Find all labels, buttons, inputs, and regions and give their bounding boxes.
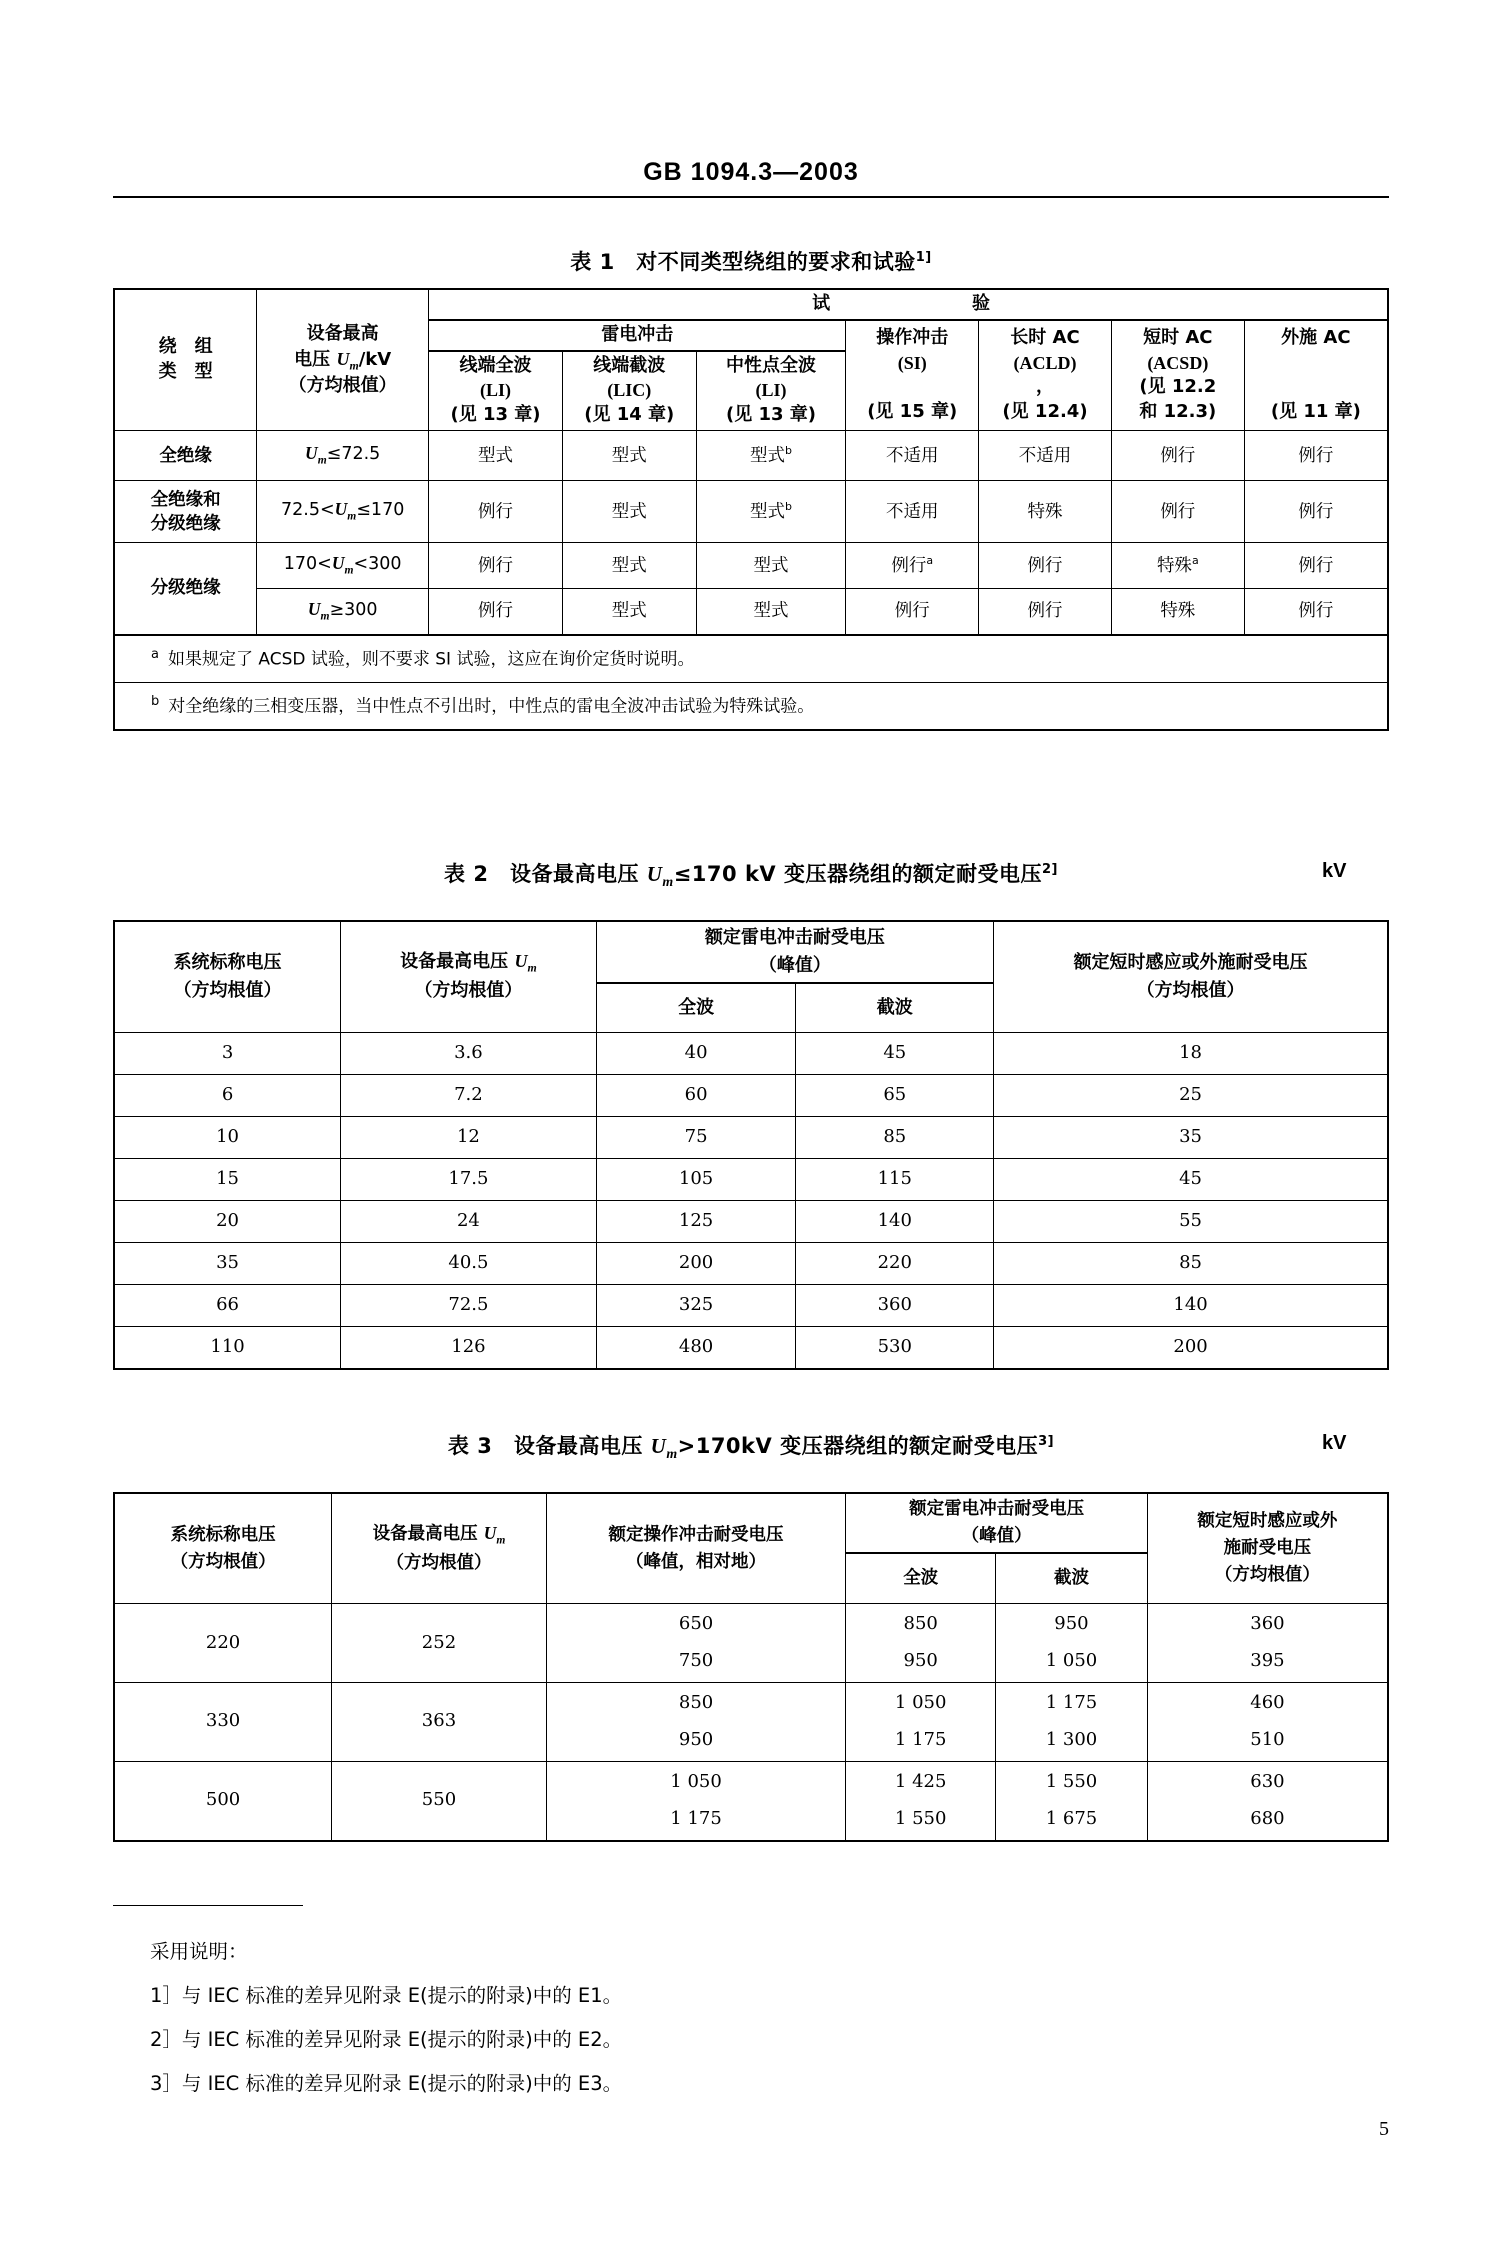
cell-applied: 45 (994, 1158, 1388, 1200)
table1-footnote-b (114, 682, 1388, 730)
cell-li-line-full: 型式 (429, 431, 563, 481)
cell-equip-voltage: 72.5 (341, 1284, 597, 1326)
th-system-nominal-voltage (114, 1493, 332, 1604)
th-acsd (1111, 320, 1244, 431)
th-equip-l1: 设备最高电压 $U_m$ (372, 1522, 506, 1547)
th-short-duration-applied (1147, 1493, 1388, 1604)
cell-equip-voltage: 24 (341, 1200, 597, 1242)
footnote-b-text: 对全绝缘的三相变压器，当中性点不引出时，中性点的雷电全波冲击试验为特殊试验。 (168, 696, 815, 717)
th-si-line2: (SI) (897, 352, 927, 373)
table-row (114, 1242, 1388, 1284)
cell-chopped-wave: 85 (796, 1116, 994, 1158)
cell-winding-type: 全绝缘 (114, 431, 257, 481)
cell-lic: 型式 (562, 481, 696, 543)
th-si-l2: （峰值，相对地） (626, 1551, 767, 1572)
cell-system-voltage: 35 (114, 1242, 341, 1284)
cell-li-neutral: 型式$^b$ (696, 431, 846, 481)
th-li-line-full-1: 线端全波 (459, 354, 532, 376)
cell-lic: 型式 (562, 589, 696, 635)
th-switching-impulse-withstand (546, 1493, 845, 1604)
cell-applied: 360 395 (1147, 1604, 1388, 1683)
cell-acsd: 特殊$^a$ (1111, 543, 1244, 589)
cell-um-range: $72.5<U_m\le 170$ (257, 481, 429, 543)
th-acld-line2: (ACLD) (1013, 352, 1077, 373)
cell-applied: 140 (994, 1284, 1388, 1326)
th-acsd-line4: 和 12.3) (1139, 401, 1217, 423)
cell-lic: 型式 (562, 431, 696, 481)
cell-equip-voltage: 7.2 (341, 1074, 597, 1116)
table-row (114, 1284, 1388, 1326)
table1-caption-superscript: 1] (915, 250, 932, 265)
cell-full-wave: 60 (596, 1074, 796, 1116)
th-equipment-max-voltage (341, 921, 597, 1032)
cell-switching-impulse: 1 050 1 175 (546, 1761, 845, 1840)
th-um-line3: （方均根值） (288, 374, 397, 396)
th-li-l1: 额定雷电冲击耐受电压 (909, 1499, 1085, 1519)
table-row (114, 1074, 1388, 1116)
th-li-line-full-3: (见 13 章) (450, 404, 541, 426)
th-full-wave: 全波 (846, 1553, 996, 1604)
th-applied-ac (1244, 320, 1388, 431)
cell-applied: 630 680 (1147, 1761, 1388, 1840)
adoption-note-1: 1］与 IEC 标准的差异见附录 E(提示的附录)中的 E1。 (150, 1984, 623, 2008)
th-lightning-withstand-group (596, 921, 993, 983)
cell-si: 例行$^a$ (846, 543, 979, 589)
th-si-line1: 操作冲击 (876, 326, 949, 348)
table3-caption-um-sub: m (666, 1446, 678, 1462)
cell-system-voltage: 110 (114, 1326, 341, 1369)
th-applied-l2: 施耐受电压 (1223, 1538, 1312, 1559)
th-acsd-line3: (见 12.2 (1139, 376, 1217, 398)
th-equip-l2: （方均根值） (414, 980, 523, 1002)
cell-li-neutral: 型式$^b$ (696, 481, 846, 543)
table3-caption-mid: >170kV 变压器绕组的额定耐受电压 (677, 1434, 1039, 1458)
table-row (114, 1158, 1388, 1200)
adoption-note-2: 2］与 IEC 标准的差异见附录 E(提示的附录)中的 E2。 (150, 2028, 623, 2052)
th-winding-type-line2: 类 型 (158, 361, 213, 383)
th-applied-ac-line1: 外施 AC (1281, 326, 1351, 348)
th-sys-l2: （方均根值） (173, 979, 282, 1001)
cell-system-voltage: 220 (114, 1604, 332, 1683)
th-lic (562, 351, 696, 431)
th-li-line-full-2: (LI) (479, 380, 511, 401)
th-um-line2: 电压 $U_m/kV$ (294, 348, 392, 373)
adoption-note-3: 3］与 IEC 标准的差异见附录 E(提示的附录)中的 E3。 (150, 2072, 623, 2096)
table2-unit: kV (1322, 860, 1347, 882)
cell-full-wave: 480 (596, 1326, 796, 1369)
cell-full-wave: 125 (596, 1200, 796, 1242)
table-row (114, 481, 1388, 543)
th-equip-l1: 设备最高电压 $U_m$ (400, 951, 537, 976)
adoption-notes-title: 采用说明： (150, 1940, 248, 1963)
cell-equip-voltage: 126 (341, 1326, 597, 1369)
cell-switching-impulse: 850 950 (546, 1683, 845, 1762)
cell-applied: 35 (994, 1116, 1388, 1158)
cell-applied: 55 (994, 1200, 1388, 1242)
table2-caption-superscript: 2] (1041, 862, 1058, 877)
page-number: 5 (1379, 2118, 1389, 2140)
th-lic-1: 线端截波 (593, 354, 666, 376)
th-li-neutral-3: (见 13 章) (725, 404, 817, 426)
cell-applied: 85 (994, 1242, 1388, 1284)
cell-si: 不适用 (846, 481, 979, 543)
cell-applied: 460 510 (1147, 1683, 1388, 1762)
th-switching-impulse (846, 320, 979, 431)
cell-applied-ac: 例行 (1244, 589, 1388, 635)
cell-applied-ac: 例行 (1244, 431, 1388, 481)
footnote-a-mark: a (151, 646, 159, 662)
cell-equip-voltage: 550 (332, 1761, 547, 1840)
th-li-line-full (429, 351, 563, 431)
cell-chopped-wave: 360 (796, 1284, 994, 1326)
cell-full-wave: 850 950 (846, 1604, 996, 1683)
th-li-neutral-2: (LI) (755, 380, 787, 401)
cell-chopped-wave: 530 (796, 1326, 994, 1369)
table-row (114, 589, 1388, 635)
cell-chopped-wave: 220 (796, 1242, 994, 1284)
cell-system-voltage: 20 (114, 1200, 341, 1242)
cell-equip-voltage: 12 (341, 1116, 597, 1158)
table-row (114, 543, 1388, 589)
table2-caption (0, 858, 1502, 890)
cell-system-voltage: 3 (114, 1032, 341, 1074)
cell-acld: 不适用 (979, 431, 1112, 481)
th-winding-type (114, 289, 257, 431)
cell-winding-type-l2: 分级绝缘 (150, 513, 221, 534)
cell-system-voltage: 330 (114, 1683, 332, 1762)
cell-acld: 特殊 (979, 481, 1112, 543)
cell-full-wave: 325 (596, 1284, 796, 1326)
cell-switching-impulse: 650 750 (546, 1604, 845, 1683)
cell-li-neutral: 型式 (696, 543, 846, 589)
adoption-notes (150, 1930, 1250, 2106)
cell-system-voltage: 66 (114, 1284, 341, 1326)
cell-applied-ac: 例行 (1244, 543, 1388, 589)
th-li-l1: 额定雷电冲击耐受电压 (704, 927, 885, 948)
th-system-nominal-voltage (114, 921, 341, 1032)
table-row (114, 431, 1388, 481)
table-row (114, 1032, 1388, 1074)
table-winding-requirements (113, 288, 1389, 731)
th-short-duration-applied (994, 921, 1388, 1032)
table-rated-withstand-gt170 (113, 1492, 1389, 1842)
th-acld (979, 320, 1112, 431)
cell-acsd: 例行 (1111, 431, 1244, 481)
table-row (114, 1116, 1388, 1158)
cell-applied: 18 (994, 1032, 1388, 1074)
cell-si: 例行 (846, 589, 979, 635)
footnote-a-text: 如果规定了 ACSD 试验，则不要求 SI 试验，这应在询价定货时说明。 (167, 649, 695, 670)
th-acld-line1: 长时 AC (1010, 326, 1080, 348)
th-applied-l1: 额定短时感应或外 (1197, 1510, 1338, 1531)
th-acsd-line1: 短时 AC (1143, 326, 1213, 348)
table2-caption-prefix: 表 2 设备最高电压 (444, 862, 647, 886)
page-header: GB 1094.3—2003 (643, 158, 859, 186)
cell-acld: 例行 (979, 589, 1112, 635)
th-li-neutral-1: 中性点全波 (725, 354, 816, 376)
table2-caption-um: U (646, 862, 663, 886)
table3-unit: kV (1322, 1432, 1347, 1454)
th-equipment-max-voltage (257, 289, 429, 431)
th-lic-3: (见 14 章) (584, 404, 675, 426)
th-sys-l2: （方均根值） (170, 1551, 276, 1572)
cell-full-wave: 75 (596, 1116, 796, 1158)
header-rule (113, 196, 1389, 198)
cell-equip-voltage: 252 (332, 1604, 547, 1683)
table1-caption (0, 246, 1502, 276)
table2-caption-mid: ≤170 kV 变压器绕组的额定耐受电压 (673, 862, 1042, 886)
table-row (114, 1761, 1388, 1840)
th-test-group: 试 验 (429, 289, 1388, 320)
cell-um-range: $170<U_m<300$ (257, 543, 429, 589)
th-sys-l1: 系统标称电压 (170, 1524, 276, 1545)
th-si-line3: (见 15 章) (867, 401, 958, 423)
table1-caption-text: 表 1 对不同类型绕组的要求和试验 (570, 250, 916, 274)
th-um-line1: 设备最高 (306, 322, 379, 344)
cell-chopped-wave: 45 (796, 1032, 994, 1074)
th-lightning-withstand-group (846, 1493, 1148, 1553)
cell-winding-type: 分级绝缘 (114, 543, 257, 635)
cell-acsd: 例行 (1111, 481, 1244, 543)
cell-equip-voltage: 363 (332, 1683, 547, 1762)
th-equip-l2: （方均根值） (386, 1553, 492, 1574)
th-applied-ac-line2: (见 11 章) (1270, 401, 1361, 423)
th-si-l1: 额定操作冲击耐受电压 (608, 1524, 784, 1545)
th-chopped-wave: 截波 (996, 1553, 1148, 1604)
th-acld-line3: ， (1035, 376, 1054, 398)
cell-applied: 25 (994, 1074, 1388, 1116)
cell-li-line-full: 例行 (429, 481, 563, 543)
th-winding-type-line1: 绕 组 (158, 336, 213, 358)
cell-um-range: $U_m\le 72.5$ (257, 431, 429, 481)
table-rated-withstand-le170 (113, 920, 1389, 1370)
cell-equip-voltage: 3.6 (341, 1032, 597, 1074)
th-lightning-impulse-group: 雷电冲击 (429, 320, 846, 351)
table2-caption-um-sub: m (662, 874, 674, 890)
th-li-l2: （峰值） (961, 1526, 1032, 1547)
th-full-wave: 全波 (596, 983, 796, 1033)
cell-full-wave: 1 425 1 550 (846, 1761, 996, 1840)
table1-footnote-row (114, 682, 1388, 730)
table3-caption-prefix: 表 3 设备最高电压 (447, 1434, 651, 1458)
th-applied-l2: （方均根值） (1136, 979, 1245, 1001)
footnote-b-mark: b (151, 693, 160, 709)
table3-caption-um: U (650, 1434, 667, 1458)
table-row (114, 1200, 1388, 1242)
cell-lic: 型式 (562, 543, 696, 589)
cell-chopped-wave: 115 (796, 1158, 994, 1200)
th-equipment-max-voltage (332, 1493, 547, 1604)
cell-full-wave: 40 (596, 1032, 796, 1074)
cell-li-line-full: 例行 (429, 543, 563, 589)
cell-chopped-wave: 950 1 050 (996, 1604, 1148, 1683)
cell-system-voltage: 10 (114, 1116, 341, 1158)
table3-caption (0, 1430, 1502, 1462)
cell-chopped-wave: 1 550 1 675 (996, 1761, 1148, 1840)
cell-si: 不适用 (846, 431, 979, 481)
th-sys-l1: 系统标称电压 (173, 952, 282, 973)
cell-chopped-wave: 65 (796, 1074, 994, 1116)
cell-um-range: $U_m\ge 300$ (257, 589, 429, 635)
table3-caption-superscript: 3] (1038, 1434, 1055, 1449)
cell-winding-type (114, 481, 257, 543)
cell-chopped-wave: 140 (796, 1200, 994, 1242)
table-row (114, 1326, 1388, 1369)
cell-full-wave: 200 (596, 1242, 796, 1284)
cell-chopped-wave: 1 175 1 300 (996, 1683, 1148, 1762)
footnote-separator-rule (113, 1905, 303, 1906)
table-row (114, 1604, 1388, 1683)
cell-winding-type-l1: 全绝缘和 (150, 489, 221, 510)
cell-full-wave: 105 (596, 1158, 796, 1200)
table1-footnote-row (114, 635, 1388, 683)
cell-system-voltage: 15 (114, 1158, 341, 1200)
cell-equip-voltage: 17.5 (341, 1158, 597, 1200)
cell-full-wave: 1 050 1 175 (846, 1683, 996, 1762)
th-li-neutral (696, 351, 846, 431)
th-li-l2: （峰值） (758, 954, 831, 976)
cell-applied-ac: 例行 (1244, 481, 1388, 543)
cell-acld: 例行 (979, 543, 1112, 589)
cell-system-voltage: 500 (114, 1761, 332, 1840)
cell-acsd: 特殊 (1111, 589, 1244, 635)
th-applied-l1: 额定短时感应或外施耐受电压 (1073, 952, 1308, 973)
cell-equip-voltage: 40.5 (341, 1242, 597, 1284)
th-lic-2: (LIC) (607, 380, 652, 401)
th-chopped-wave: 截波 (796, 983, 994, 1033)
th-acsd-line2: (ACSD) (1147, 352, 1209, 373)
table-row (114, 1683, 1388, 1762)
cell-li-neutral: 型式 (696, 589, 846, 635)
th-applied-l3: （方均根值） (1214, 1565, 1320, 1586)
cell-system-voltage: 6 (114, 1074, 341, 1116)
cell-li-line-full: 例行 (429, 589, 563, 635)
table1-footnote-a (114, 635, 1388, 683)
cell-applied: 200 (994, 1326, 1388, 1369)
th-acld-line4: (见 12.4) (1002, 401, 1088, 423)
